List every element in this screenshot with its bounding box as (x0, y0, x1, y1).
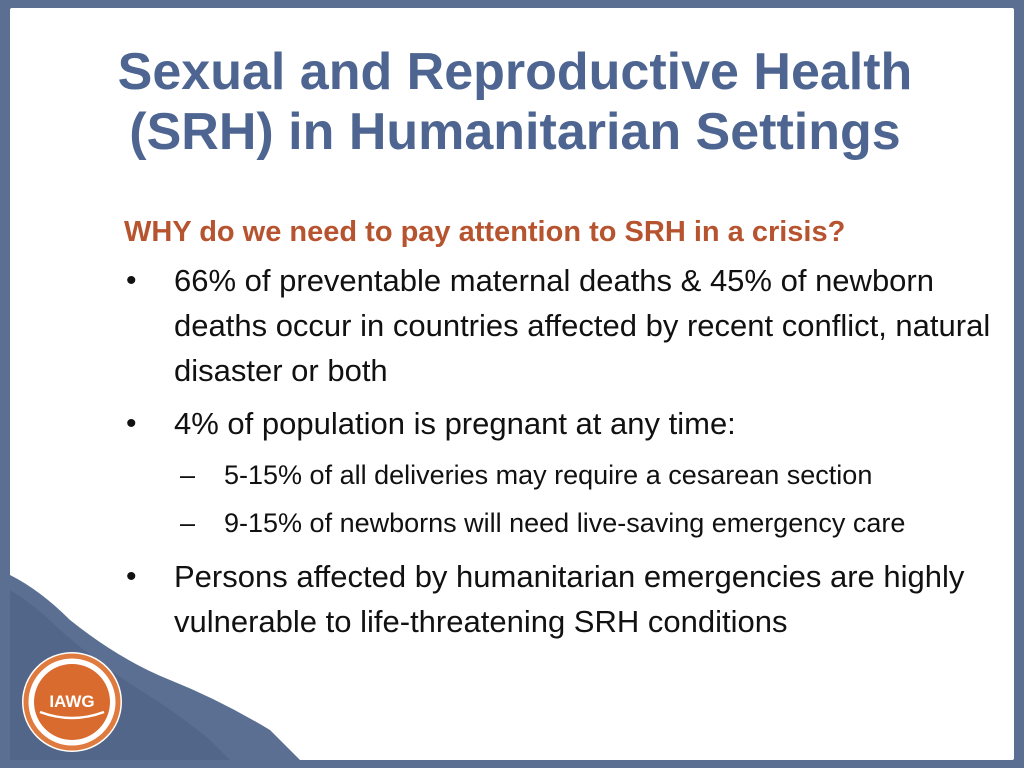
sub-bullet-text: 5-15% of all deliveries may require a cesarean section (224, 460, 873, 490)
sub-bullet-list (124, 454, 1004, 544)
iawg-logo (20, 650, 124, 754)
bullet-item-3 (124, 554, 1004, 644)
sub-bullet-item-2 (124, 502, 1004, 544)
bullet-symbol: • (126, 264, 137, 297)
sub-bullet-item-1 (124, 454, 1004, 496)
title-line-2: (SRH) in Humanitarian Settings (129, 103, 901, 161)
bullet-text: Persons affected by humanitarian emergencies are highly vulnerable to life-threatening SRH conditions (174, 559, 965, 639)
slide-title (20, 42, 1010, 162)
logo-text: IAWG (49, 692, 95, 711)
bullet-item-2 (124, 401, 1004, 446)
bullet-symbol: • (126, 407, 137, 440)
bullet-symbol: • (126, 560, 137, 593)
dash-symbol: – (180, 508, 196, 538)
bullet-item-1 (124, 258, 1004, 393)
section-heading: WHY do we need to pay attention to SRH in a crisis? (124, 216, 846, 248)
sub-bullet-text: 9-15% of newborns will need live-saving emergency care (224, 508, 906, 538)
dash-symbol: – (180, 460, 196, 490)
bullet-text: 4% of population is pregnant at any time: (174, 406, 736, 441)
slide-content (124, 214, 1004, 652)
bullet-text: 66% of preventable maternal deaths & 45% of newborn deaths occur in countries affected by recent conflict, natural disaster or both (174, 263, 991, 388)
title-line-1: Sexual and Reproductive Health (117, 43, 913, 101)
